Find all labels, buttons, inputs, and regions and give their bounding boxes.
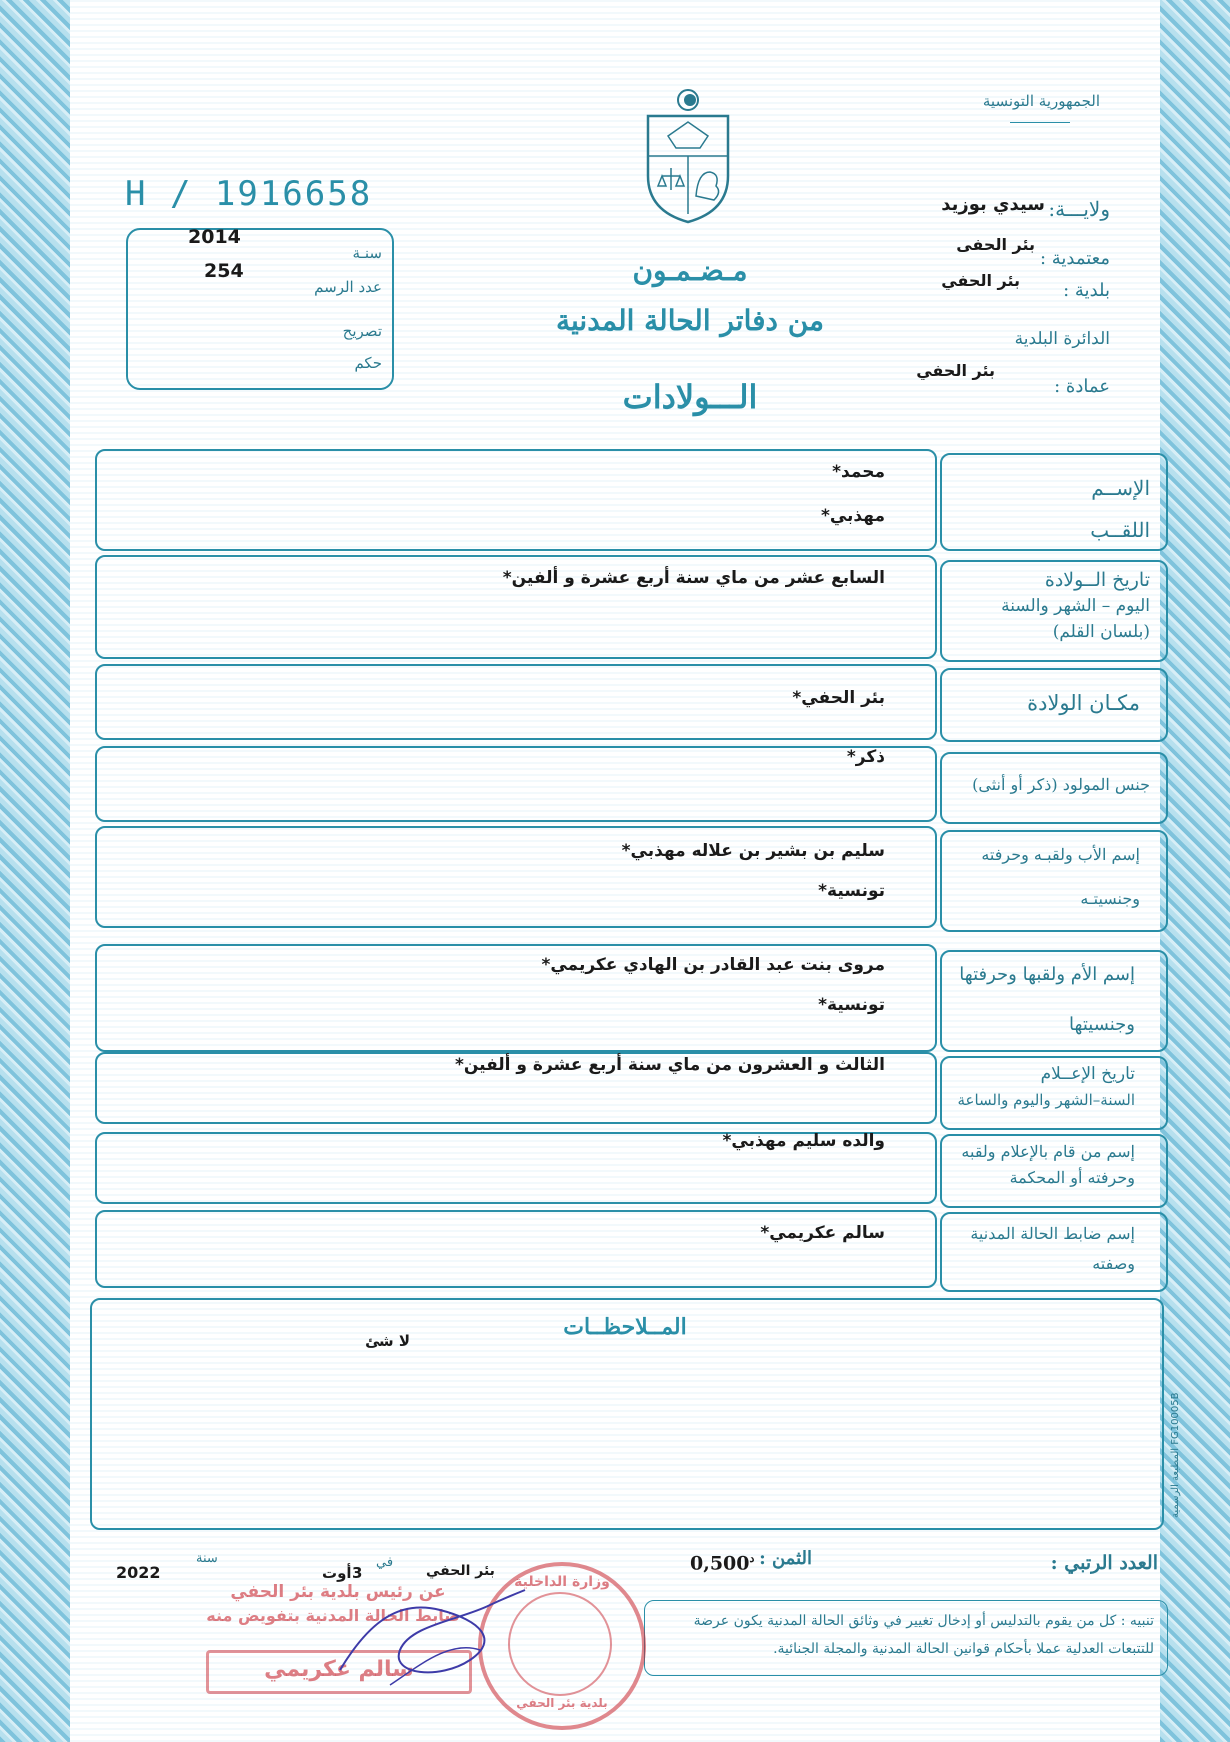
surname-label: اللقــب xyxy=(1090,518,1150,542)
wilaya-label: ولايـــة: xyxy=(1048,197,1110,221)
price-unit: د xyxy=(749,1552,755,1565)
serial-number xyxy=(125,174,372,214)
officer-label: إسم ضابط الحالة المدنية xyxy=(970,1224,1135,1243)
remarks-title: المــلاحظــات xyxy=(563,1314,687,1340)
surname-value: مهذبي* xyxy=(820,506,885,526)
daira-label: الدائرة البلدية xyxy=(1014,329,1110,349)
birthdate-value: السابع عشر من ماي سنة أربع عشرة و ألفين* xyxy=(502,568,885,588)
baladia-value: بئر الحفي xyxy=(941,271,1020,290)
price-value-group xyxy=(690,1552,754,1574)
footer-year-label: سنة xyxy=(196,1551,218,1566)
reg-year-label: سنـة xyxy=(352,244,382,262)
footer-day: 3 xyxy=(352,1564,363,1582)
officer-value: سالم عكريمي* xyxy=(760,1223,885,1243)
baladia-label: بلدية : xyxy=(1063,280,1110,301)
side-print-text: المطبعة الرسمية FG10005B xyxy=(1170,1392,1181,1518)
birthplace-label: مكـان الولادة xyxy=(1027,691,1140,715)
name-value: محمد* xyxy=(832,462,885,482)
mother-label: إسم الأم ولقبها وحرفتها xyxy=(959,964,1135,985)
title-line2: من دفاتر الحالة المدنية xyxy=(555,304,825,337)
reg-year-value: 2014 xyxy=(188,226,241,248)
serial-number-text: H / 1916658 xyxy=(125,174,373,214)
coat-of-arms-emblem xyxy=(638,86,738,226)
stamp-bottom-text: بلدية بئر الحفي xyxy=(516,1696,608,1710)
wilaya-value: سيدي بوزيد xyxy=(941,194,1045,215)
reg-number-label: عدد الرسم xyxy=(314,278,382,296)
birthplace-value: بئر الحفي* xyxy=(792,688,885,708)
footer-place: بئر الحفي xyxy=(426,1563,495,1579)
omada-value: بئر الحفي xyxy=(916,361,995,380)
father-nationality-label: وجنسيتـه xyxy=(1080,889,1140,908)
father-nationality-value: تونسية* xyxy=(818,881,885,901)
warning-line2: للتتبعات العدلية عملا بأحكام قوانين الحالة المدنية والمجلة الجنائية. xyxy=(773,1641,1154,1657)
row-sex-value-box xyxy=(95,746,937,822)
stamp-outer-text: وزارة الداخلية xyxy=(514,1574,610,1590)
footer-year-value: 2022 xyxy=(116,1563,161,1582)
handwritten-signature xyxy=(330,1580,530,1690)
reg-number-value: 254 xyxy=(204,260,244,282)
mother-value: مروى بنت عبد القادر بن الهادي عكريمي* xyxy=(541,955,885,975)
reg-declaration-label: تصريح xyxy=(342,322,382,340)
price-value: 0,500 xyxy=(690,1552,750,1575)
declarant-value: والده سليم مهذبي* xyxy=(722,1131,885,1151)
order-number-label: العدد الرتبي : xyxy=(1050,1552,1158,1574)
signature-stamp-line2: ضابط الحالة المدنية بتفويض منه xyxy=(206,1606,460,1625)
remarks-value: لا شئ xyxy=(365,1332,410,1350)
declaration-date-value: الثالث و العشرون من ماي سنة أربع عشرة و ألفين* xyxy=(454,1055,885,1075)
warning-line1: تنبيه : كل من يقوم بالتدليس أو إدخال تغيير في وثائق الحالة المدنية يكون عرضة xyxy=(693,1613,1154,1629)
birthdate-sublabel: اليوم – الشهر والسنة xyxy=(1001,596,1150,616)
declarant-label: إسم من قام بالإعلام ولقبه xyxy=(961,1142,1135,1161)
header-divider xyxy=(1010,122,1070,123)
footer-in-label: في xyxy=(376,1555,394,1570)
sex-label: جنس المولود (ذكر أو أنثى) xyxy=(972,775,1150,794)
sex-value: ذكر* xyxy=(846,747,885,767)
declaration-date-label: تاريخ الإعــلام xyxy=(1040,1064,1135,1084)
declarant-sublabel: وحرفته أو المحكمة xyxy=(1009,1168,1135,1187)
republic-header: الجمهورية التونسية xyxy=(982,92,1100,110)
officer-sublabel: وصفته xyxy=(1092,1254,1135,1273)
birthdate-label: تاريخ الــولادة xyxy=(1044,569,1150,591)
footer-month: أوت xyxy=(322,1564,352,1582)
reg-judgment-label: حكم xyxy=(354,354,382,372)
price-label: الثمن : xyxy=(759,1548,812,1569)
mother-nationality-label: وجنسيتها xyxy=(1069,1014,1135,1035)
row-name-value-box xyxy=(95,449,937,551)
motamadia-label: معتمدية : xyxy=(1039,248,1110,269)
side-print-mark xyxy=(1168,1390,1188,1520)
title-line1: مـضـمـون xyxy=(632,254,748,287)
name-label: الإســم xyxy=(1091,476,1150,500)
left-guilloche-border xyxy=(0,0,70,1742)
omada-label: عمادة : xyxy=(1054,376,1110,397)
signature-name-stamp: سالم عكريمي xyxy=(264,1657,414,1682)
motamadia-value: بئر الحفى xyxy=(956,235,1035,254)
father-label: إسم الأب ولقبـه وحرفته xyxy=(981,845,1140,864)
birthdate-in-words-label: (بلسان القلم) xyxy=(1052,622,1150,642)
declaration-date-sublabel: السنة–الشهر واليوم والساعة xyxy=(957,1091,1135,1109)
title-line3: الـــولادات xyxy=(622,378,758,416)
father-value: سليم بن بشير بن علاله مهذبي* xyxy=(621,841,885,861)
signature-stamp-line1: عن رئيس بلدية بئر الحفي xyxy=(230,1582,446,1602)
mother-nationality-value: تونسية* xyxy=(818,995,885,1015)
